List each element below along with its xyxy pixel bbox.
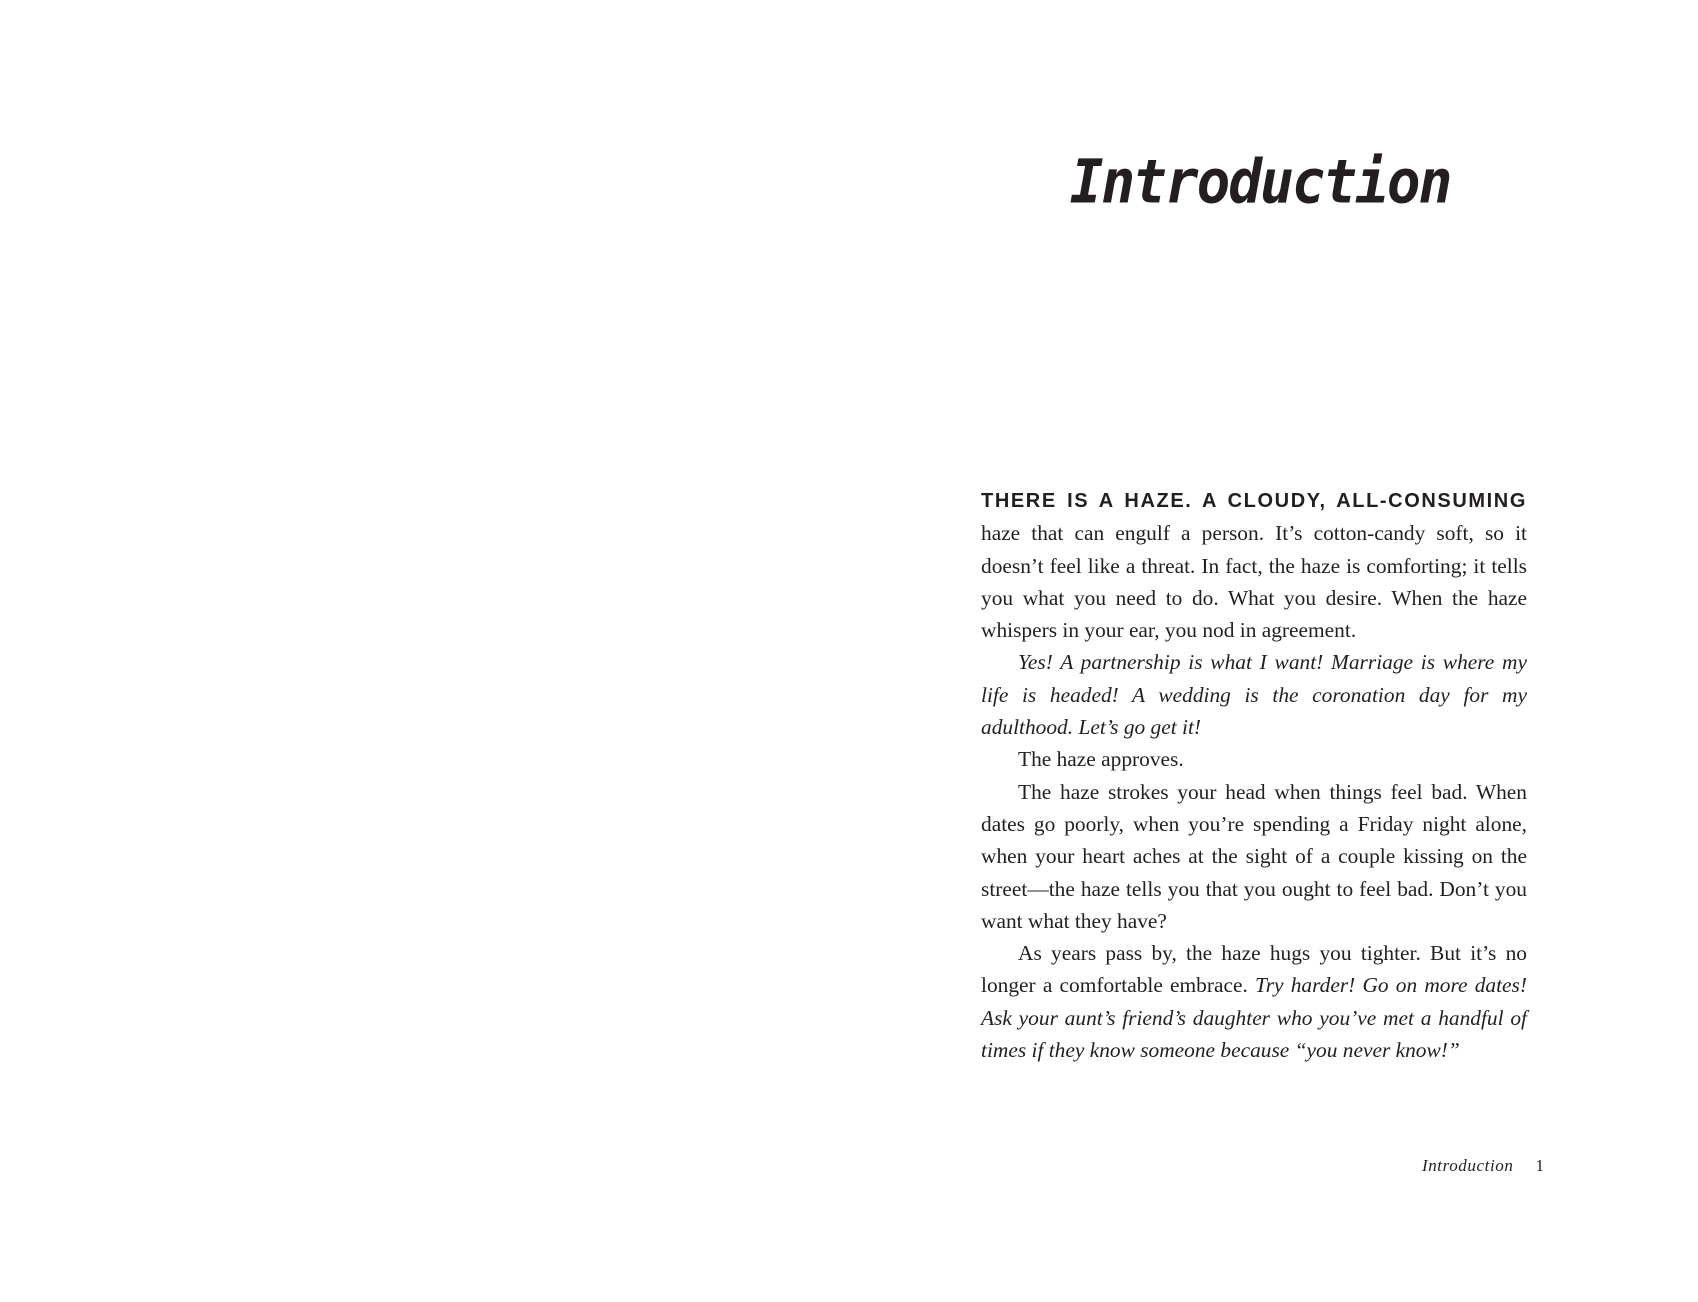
body-text bbox=[981, 485, 1527, 1066]
paragraph-5-text: As years pass by, the haze hugs you tighter. But it’s no longer a comfortable embrace. bbox=[981, 941, 1527, 998]
lead-in: THERE IS A HAZE. A CLOUDY, ALL-CONSUMING bbox=[981, 490, 1527, 512]
paragraph-4-text: The haze strokes your head when things feel bad. When dates go poorly, when you’re spending a Friday night alone, when your heart aches at the sight of a couple kissing on the street—the haze tells you that you ought to feel bad. Don’t you want what they have? bbox=[981, 779, 1527, 933]
paragraph-5-italic: Try harder! Go on more dates! Ask your aunt’s friend’s daughter who you’ve met a handful of times if they know someone because “you never know!” bbox=[981, 973, 1527, 1063]
page-number: 1 bbox=[1535, 1156, 1544, 1175]
paragraph-2-italic: Yes! A partnership is what I want! Marriage is where my life is headed! A wedding is the coronation day for my adulthood. Let’s go get it! bbox=[981, 650, 1527, 740]
paragraph-1-text: haze that can engulf a person. It’s cotton-candy soft, so it doesn’t feel like a threat. In fact, the haze is comforting; it tells you what you need to do. What you desire. When the haze whispers in your ear, you nod in agreement. bbox=[981, 521, 1527, 643]
paragraph-5 bbox=[981, 937, 1527, 1066]
chapter-title: Introduction bbox=[1069, 147, 1451, 218]
paragraph-3 bbox=[981, 743, 1527, 775]
paragraph-1 bbox=[981, 485, 1527, 646]
running-footer bbox=[1380, 1156, 1544, 1176]
paragraph-3-text: The haze approves. bbox=[1018, 747, 1184, 772]
footer-title: Introduction bbox=[1421, 1156, 1514, 1175]
paragraph-4 bbox=[981, 776, 1527, 937]
paragraph-2 bbox=[981, 646, 1527, 743]
